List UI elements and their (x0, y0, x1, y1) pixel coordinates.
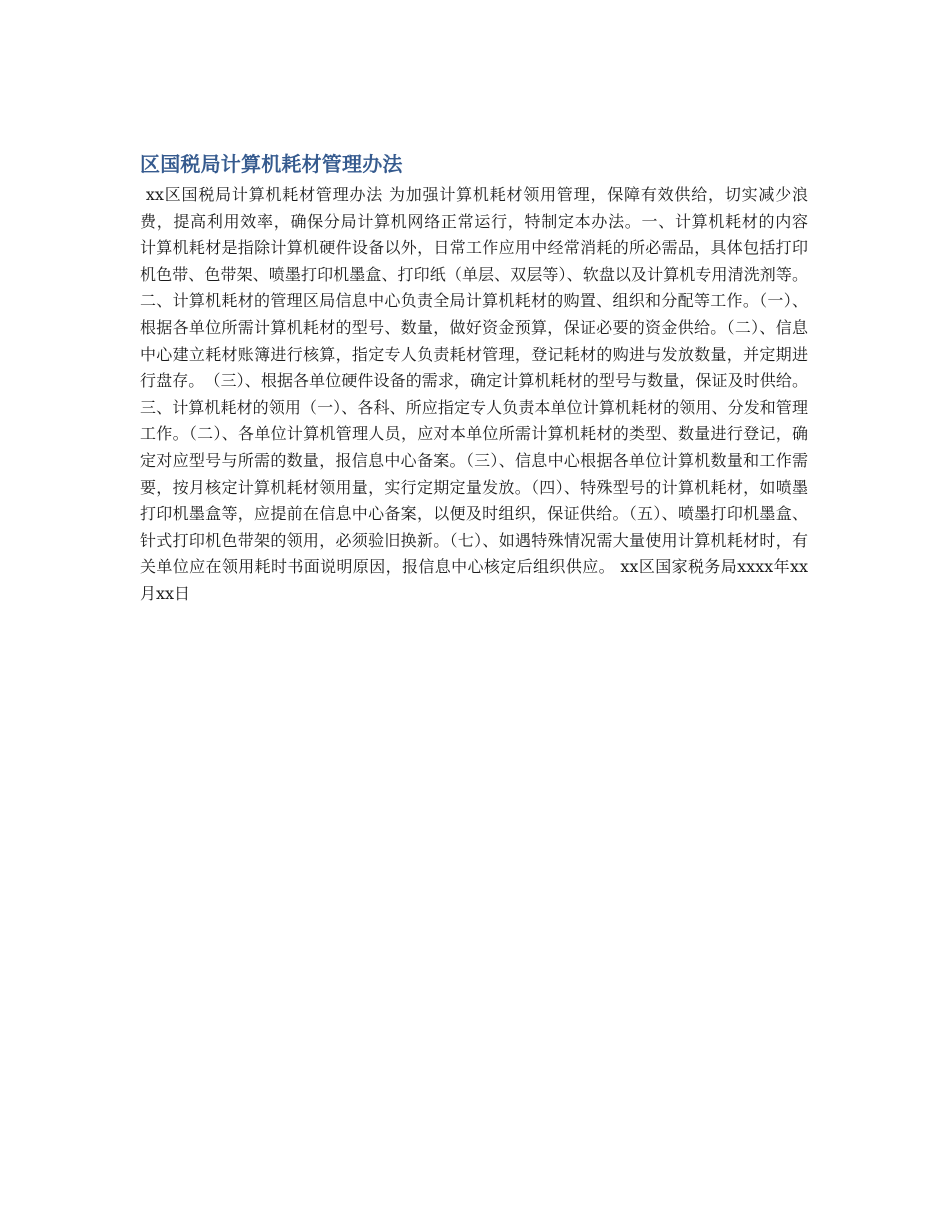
document-content (140, 150, 825, 608)
document-title: 区国税局计算机耗材管理办法 (140, 152, 403, 176)
document-body: xx区国税局计算机耗材管理办法 为加强计算机耗材领用管理，保障有效供给，切实减少浪费，提高利用效率，确保分局计算机网络正常运行，特制定本办法。一、计算机耗材的内容 计算机耗材是指除计算机硬件设备以外，日常工作应用中经常消耗的所必需品，具体包括打印机色带、色带架、喷墨打印机墨盒、打印纸（单层、双层等）、软盘以及计算机专用清洗剂等。二、计算机耗材的管理区局信息中心负责全局计算机耗材的购置、组织和分配等工作。（一）、根据各单位所需计算机耗材的型号、数量，做好资金预算，保证必要的资金供给。（二）、信息中心建立耗材账簿进行核算，指定专人负责耗材管理，登记耗材的购进与发放数量，并定期进行盘存。 （三）、根据各单位硬件设备的需求，确定计算机耗材的型号与数量，保证及时供给。三、计算机耗材的领用（一）、各科、所应指定专人负责本单位计算机耗材的领用、分发和管理工作。（二）、各单位计算机管理人员，应对本单位所需计算机耗材的类型、数量进行登记，确定对应型号与所需的数量，报信息中心备案。（三）、信息中心根据各单位计算机数量和工作需要，按月核定计算机耗材领用量，实行定期定量发放。（四）、特殊型号的计算机耗材，如喷墨打印机墨盒等，应提前在信息中心备案，以便及时组织，保证供给。（五）、喷墨打印机墨盒、针式打印机色带架的领用，必须验旧换新。（七）、如遇特殊情况需大量使用计算机耗材时，有关单位应在领用耗时书面说明原因，报信息中心核定后组织供应。 xx区国家税务局xxxx年xx月xx日 (140, 185, 825, 603)
